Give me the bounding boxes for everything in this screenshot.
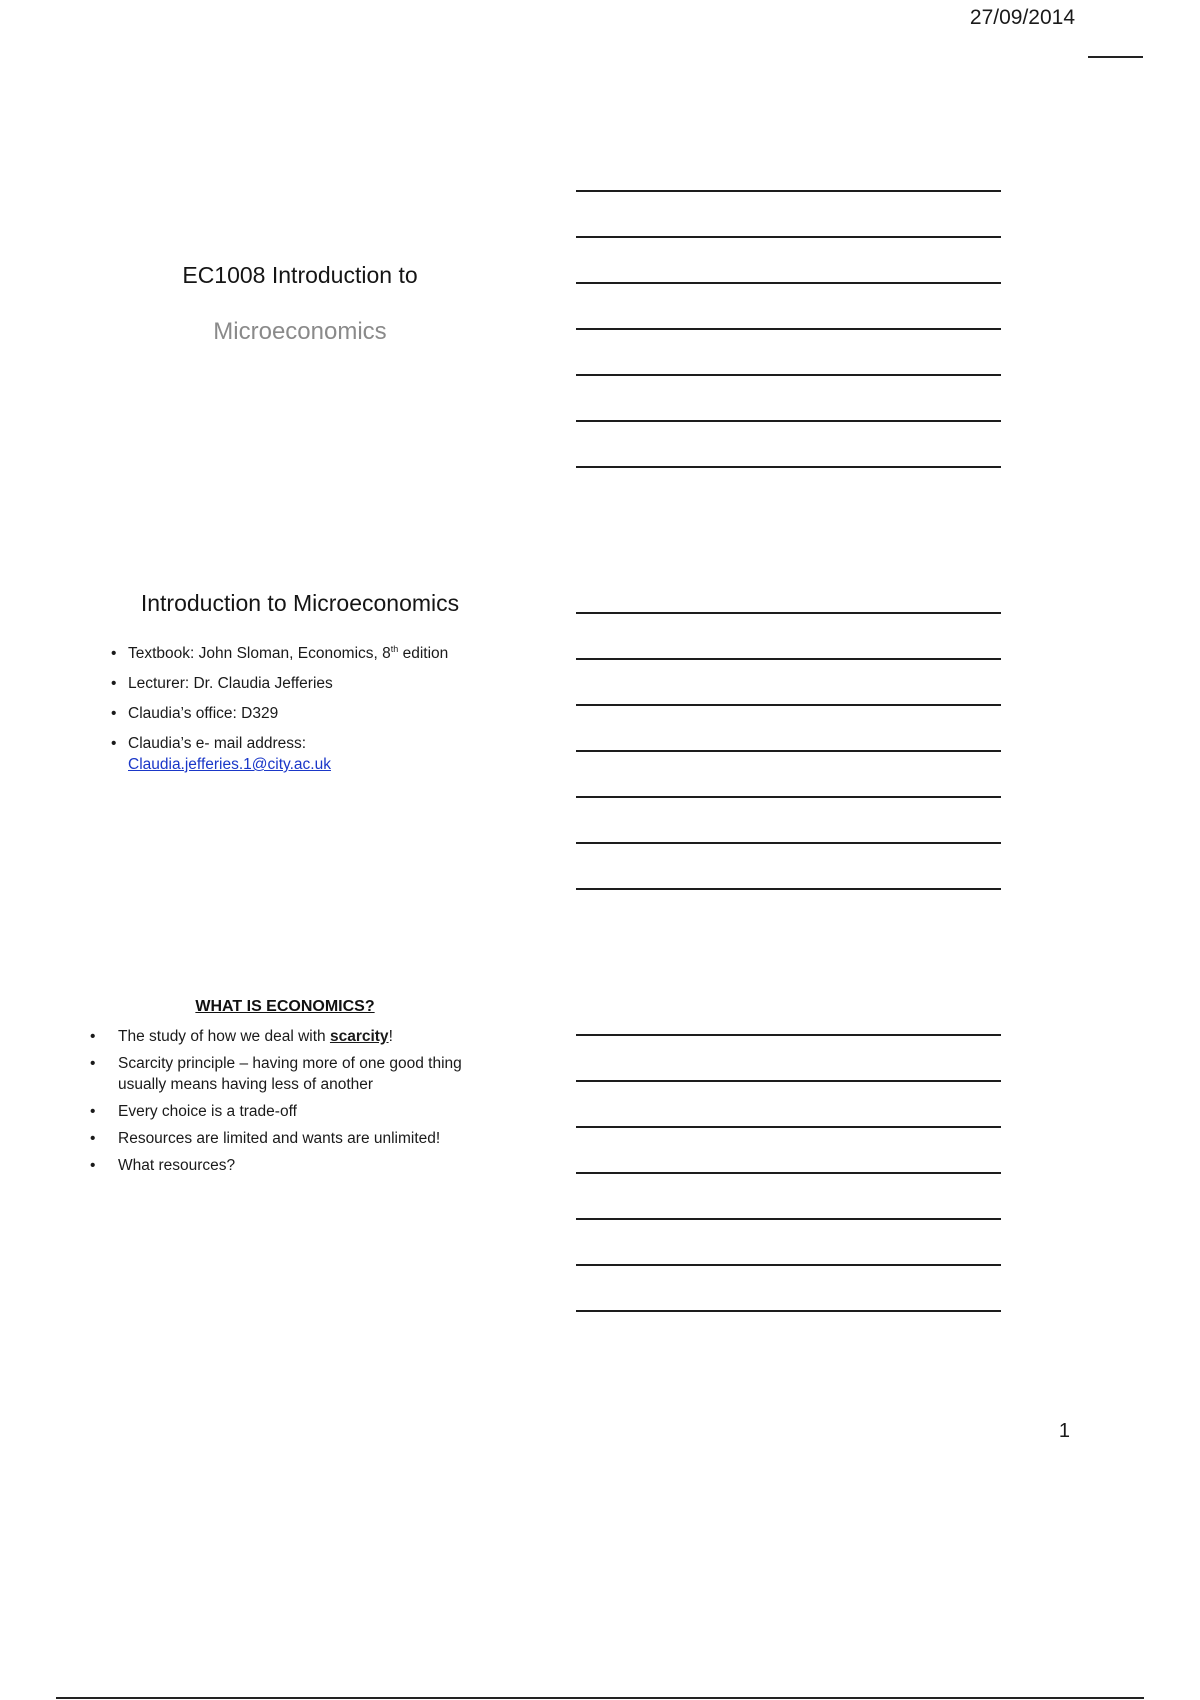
bullet-study-of-scarcity: [86, 1026, 506, 1047]
study-text: The study of how we deal with: [118, 1028, 330, 1045]
bullet-lecturer: • Lecturer: Dr. Claudia Jefferies: [108, 673, 528, 694]
note-line: [576, 842, 1001, 844]
note-line: [576, 1218, 1001, 1220]
note-line: [576, 750, 1001, 752]
note-line: [576, 1126, 1001, 1128]
note-line: [576, 1172, 1001, 1174]
note-line: [576, 420, 1001, 422]
bullet-scarcity-principle: • Scarcity principle – having more of one good thing usually means having less of another: [86, 1053, 506, 1095]
slide-3-title: WHAT IS ECONOMICS?: [195, 998, 375, 1015]
bullet-trade-off: • Every choice is a trade-off: [86, 1101, 506, 1122]
note-line: [576, 658, 1001, 660]
page-number: 1: [1058, 1420, 1070, 1442]
bullet-textbook: [108, 643, 528, 664]
notes-lines-slide-1: [576, 190, 1001, 512]
textbook-superscript: th: [390, 643, 399, 654]
slide-1-subtitle: Microeconomics: [213, 318, 387, 345]
note-line: [576, 1034, 1001, 1036]
note-line: [576, 1310, 1001, 1312]
note-line: [576, 796, 1001, 798]
bullet-office: • Claudia’s office: D329: [108, 703, 528, 724]
note-line: [576, 704, 1001, 706]
bullet-resources-limited: • Resources are limited and wants are unlimited!: [86, 1128, 506, 1149]
email-link[interactable]: Claudia.jefferies.1@city.ac.uk: [128, 756, 331, 773]
slide-2-bullet-list: [108, 643, 528, 784]
note-line: [576, 888, 1001, 890]
slide-3-bullet-list: [86, 1026, 506, 1182]
slide-2-title: Introduction to Microeconomics: [140, 590, 460, 616]
note-line: [576, 612, 1001, 614]
note-line: [576, 328, 1001, 330]
notes-lines-slide-2: [576, 612, 1001, 934]
note-line: [576, 466, 1001, 468]
note-line: [576, 374, 1001, 376]
note-line: [576, 236, 1001, 238]
study-exclamation: !: [388, 1028, 393, 1045]
slide-1-title: EC1008 Introduction to: [182, 262, 418, 288]
note-line: [576, 1080, 1001, 1082]
notes-lines-slide-3: [576, 1034, 1001, 1356]
note-line: [576, 1264, 1001, 1266]
bullet-what-resources: • What resources?: [86, 1155, 506, 1176]
textbook-edition: edition: [398, 645, 449, 662]
header-corner-rule: [1088, 56, 1143, 58]
footer-rule: [56, 1697, 1144, 1699]
note-line: [576, 190, 1001, 192]
scarcity-emphasis: scarcity: [329, 1028, 389, 1045]
email-label: Claudia’s e- mail address:: [128, 735, 307, 752]
textbook-text: Textbook: John Sloman, Economics, 8: [128, 645, 391, 662]
page-date: 27/09/2014: [969, 6, 1075, 29]
note-line: [576, 282, 1001, 284]
bullet-email: [108, 733, 528, 775]
